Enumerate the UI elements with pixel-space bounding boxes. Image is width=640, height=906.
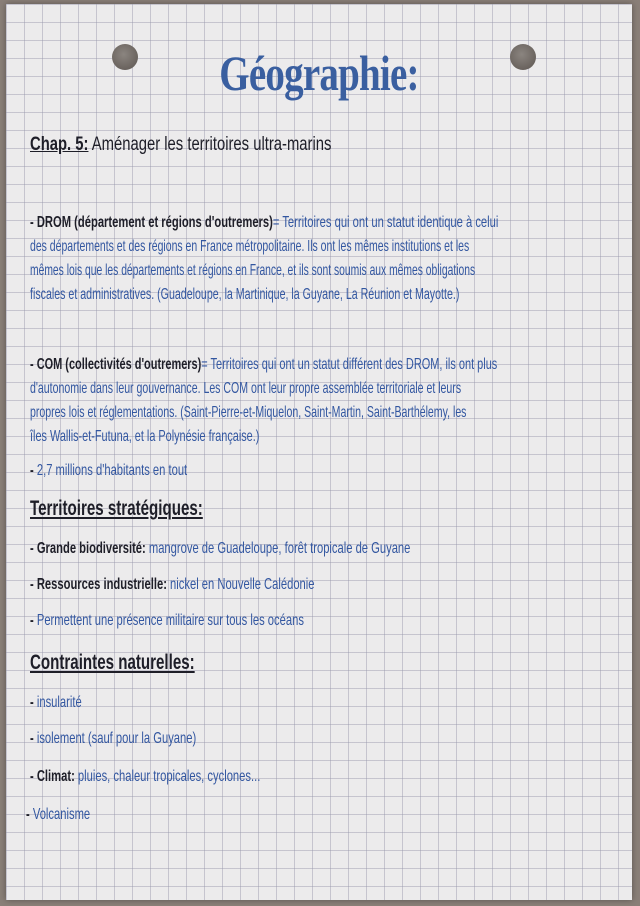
strategic-heading: Territoires stratégiques:	[30, 497, 203, 520]
com-definition: = Territoires qui ont un statut différent des DROM, ils ont plus	[201, 356, 498, 373]
drom-line-1	[30, 210, 498, 236]
strategic-item-biodiversity: - Grande biodiversité: mangrove de Guadeloupe, forêt tropicale de Guyane	[30, 540, 411, 557]
drom-line-4: fiscales et administratives. (Guadeloupe, la Martinique, la Guyane, La Réunion et Mayotte.)	[30, 286, 460, 303]
page-title: Géographie:	[219, 45, 419, 101]
population-line: - 2,7 millions d'habitants en tout	[30, 462, 188, 479]
population-text: 2,7 millions d'habitants en tout	[36, 462, 188, 479]
strategic-item-resources: - Ressources industrielle: nickel en Nouvelle Calédonie	[30, 576, 315, 593]
com-line-4: îles Wallis-et-Futuna, et la Polynésie française.)	[30, 428, 260, 445]
drom-definition: = Territoires qui ont un statut identique à celui	[272, 214, 499, 231]
chapter-label: Chap. 5:	[30, 134, 89, 155]
natural-item-volcanism: - Volcanisme	[26, 806, 91, 823]
com-line-3: propres lois et réglementations. (Saint-Pierre-et-Miquelon, Saint-Martin, Saint-Barthélemy, les	[30, 404, 467, 421]
strategic-item-military: - Permettent une présence militaire sur tous les océans	[30, 612, 304, 629]
com-term: - COM (collectivités d'outremers)	[30, 356, 202, 373]
natural-item-insularity: - insularité	[30, 694, 82, 711]
notebook-page	[6, 4, 632, 900]
chapter-heading	[30, 132, 331, 158]
drom-line-3: mêmes lois que les départements et régions en France, et ils sont soumis aux mêmes obligations	[30, 262, 476, 279]
com-line-1	[30, 352, 497, 378]
drom-line-2: des départements et des régions en France métropolitaine. Ils ont les mêmes institutions et les	[30, 238, 470, 255]
natural-item-isolation: - isolement (sauf pour la Guyane)	[30, 730, 197, 747]
natural-heading: Contraintes naturelles:	[30, 651, 195, 674]
drom-term: - DROM (département et régions d'outremers)	[30, 214, 273, 231]
natural-item-climate: - Climat: pluies, chaleur tropicales, cyclones...	[30, 768, 261, 785]
com-line-2: d'autonomie dans leur gouvernance. Les COM ont leur propre assemblée territoriale et leurs	[30, 380, 462, 397]
chapter-title: Aménager les territoires ultra-marins	[91, 134, 332, 155]
